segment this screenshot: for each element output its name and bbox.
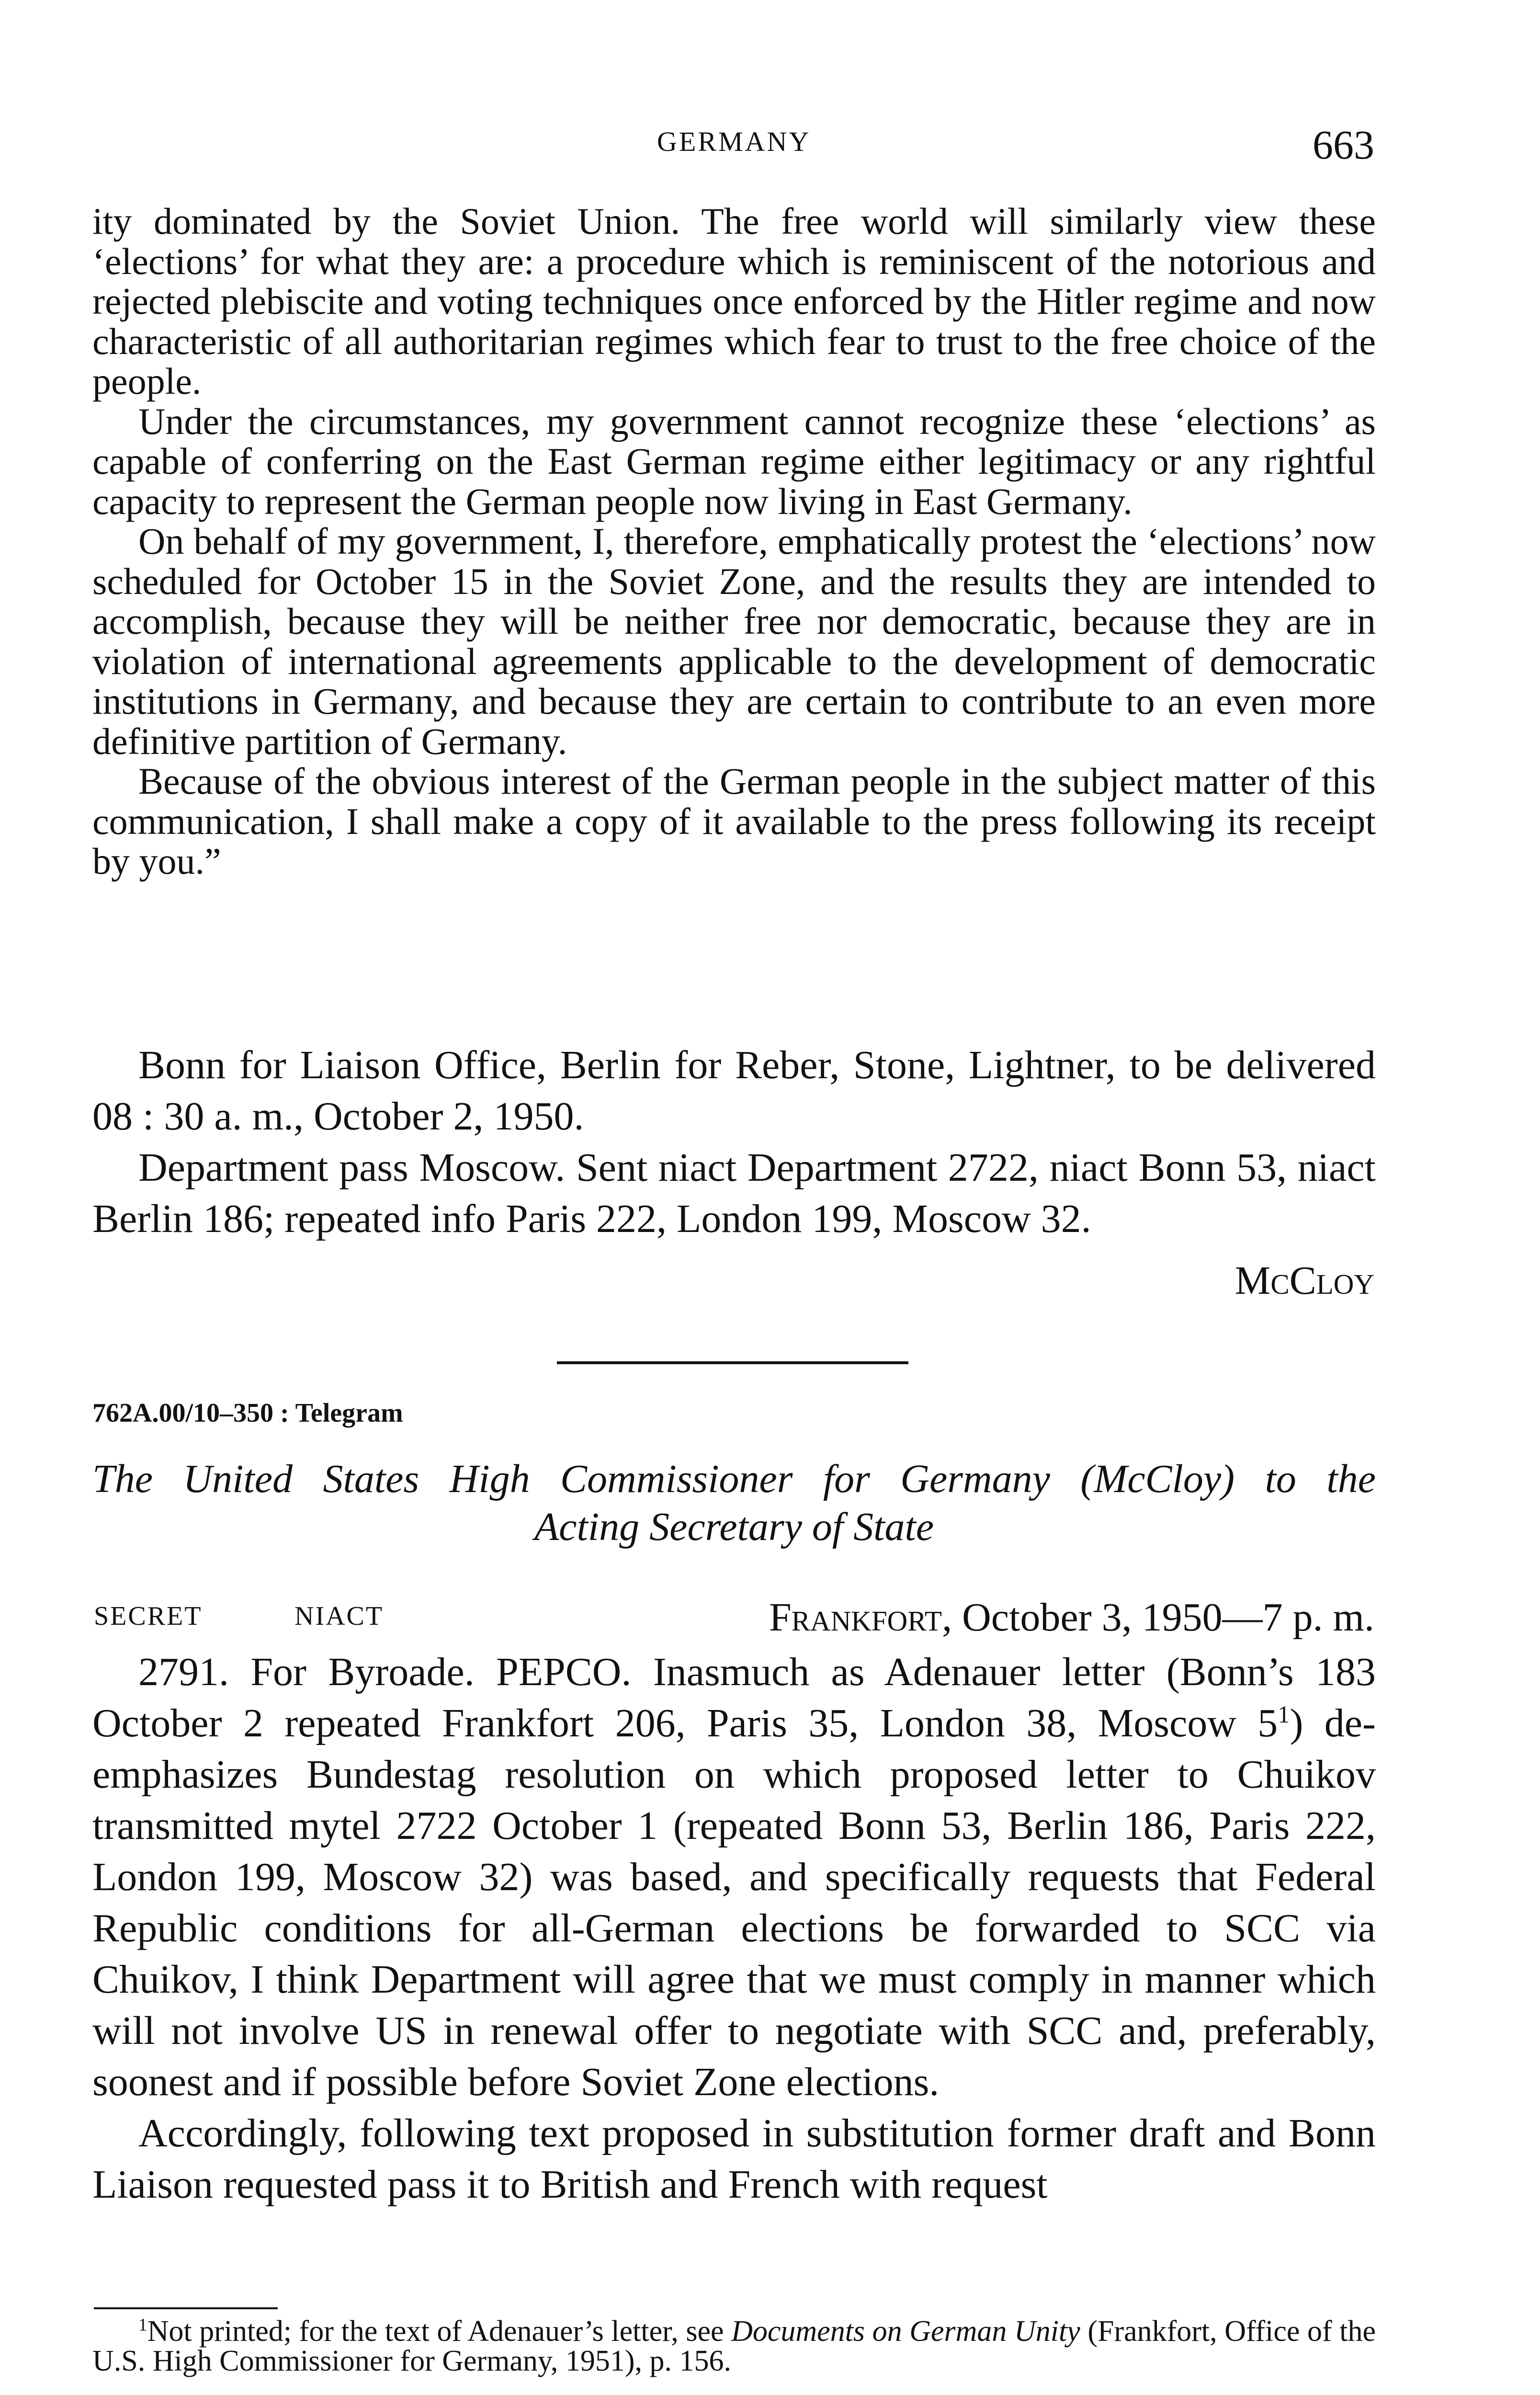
dateline-date: , October 3, 1950—7 p. m. bbox=[942, 1595, 1374, 1640]
footnote-cited-title: Documents on German Unity bbox=[731, 2315, 1080, 2348]
file-reference: 762A.00/10–350 : Telegram bbox=[92, 1398, 403, 1428]
footnote-text bbox=[92, 2316, 1376, 2376]
routing-instructions bbox=[92, 1039, 1376, 1244]
footnote-text-part: (Frankfort, Office of the U.S. High Commissioner for Germany, 1951), p. 156. bbox=[92, 2315, 1376, 2377]
paragraph bbox=[92, 1646, 1376, 2108]
section-divider bbox=[557, 1361, 908, 1364]
classification-label: SECRET bbox=[94, 1601, 203, 1631]
footnote-marker: 1 bbox=[138, 2315, 147, 2335]
paragraph-text: 2791. For Byroade. PEPCO. Inasmuch as Adenauer letter (Bonn’s 183 October 2 repeated Frankfort 206, Paris 35, London 38, Moscow 5 bbox=[92, 1650, 1376, 1745]
precedence-label: NIACT bbox=[294, 1601, 384, 1631]
paragraph: Department pass Moscow. Sent niact Department 2722, niact Bonn 53, niact Berlin 186; repeated info Paris 222, London 199, Moscow 32. bbox=[92, 1145, 1376, 1241]
footnote-text-part: Not printed; for the text of Adenauer’s letter, see bbox=[147, 2315, 732, 2348]
paragraph: Accordingly, following text proposed in substitution former draft and Bonn Liaison requested pass it to British and French with request bbox=[92, 2111, 1376, 2207]
letter-continuation bbox=[92, 201, 1376, 881]
telegram-body bbox=[92, 1646, 1376, 2210]
page-number: 663 bbox=[1313, 122, 1374, 168]
dateline-place: Frankfort bbox=[769, 1595, 942, 1640]
paragraph: Because of the obvious interest of the German people in the subject matter of this communication, I shall make a copy of it available to the press following its receipt by you.” bbox=[92, 760, 1376, 882]
footnote bbox=[92, 2316, 1376, 2376]
paragraph-text: ) de-emphasizes Bundestag resolution on which proposed letter to Chuikov transmitted mytel 2722 October 1 (repeated Bonn 53, Berlin 186, Paris 222, London 199, Moscow 32) was based, and specifically requests that Federal Republic conditions for all-German elections be forwarded to SCC via Chuikov, I think Department will agree that we must comply in manner which will not involve US in renewal offer to negotiate with SCC and, preferably, soonest and if possible before Soviet Zone elections. bbox=[92, 1701, 1376, 2104]
paragraph: ity dominated by the Soviet Union. The free world will similarly view these ‘elections’ for what they are: a procedure which is reminiscent of the notorious and rejected plebiscite and voting techniques once enforced by the Hitler regime and now characteristic of all authoritarian regimes which fear to trust to the free choice of the people. bbox=[92, 200, 1376, 402]
document-title bbox=[92, 1455, 1376, 1551]
paragraph: On behalf of my government, I, therefore, emphatically protest the ‘elections’ now scheduled for October 15 in the Soviet Zone, and the results they are intended to accomplish, because they will be neither free nor democratic, because they are in violation of international agreements applicable to the development of democratic institutions in Germany, and because they are certain to contribute to an even more definitive partition of Germany. bbox=[92, 520, 1376, 762]
dateline bbox=[769, 1594, 1374, 1641]
paragraph: Bonn for Liaison Office, Berlin for Reber, Stone, Lightner, to be delivered 08 : 30 a. m., October 2, 1950. bbox=[92, 1043, 1376, 1139]
paragraph: Under the circumstances, my government cannot recognize these ‘elections’ as capable of conferring on the East German regime either legitimacy or any rightful capacity to represent the German people now living in East Germany. bbox=[92, 400, 1376, 522]
signature: McCloy bbox=[1234, 1258, 1374, 1303]
document-title-line: Acting Secretary of State bbox=[534, 1505, 934, 1549]
running-head: GERMANY bbox=[657, 126, 811, 157]
document-title-line: The United States High Commissioner for Germany (McCloy) to the bbox=[92, 1457, 1376, 1501]
footnote-reference[interactable]: 1 bbox=[1278, 1701, 1290, 1728]
footnote-divider bbox=[94, 2307, 278, 2309]
